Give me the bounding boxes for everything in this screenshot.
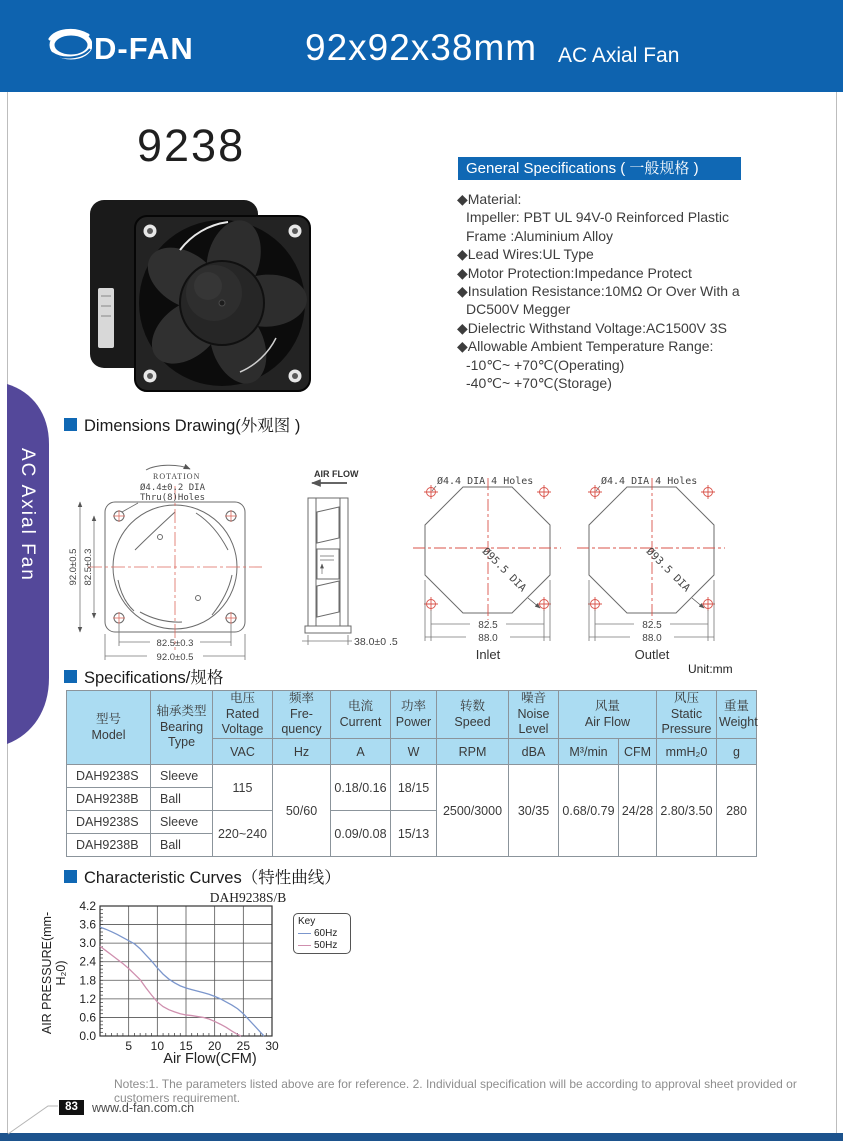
cell-bearing: Ball	[151, 788, 213, 811]
inlet-dim-inner: 82.5	[478, 620, 498, 631]
unit-pressure: mmH₂0	[657, 739, 717, 765]
col-power: 功率 Power	[391, 691, 437, 739]
outlet-hole-note: Ø4.4 DIA 4 Holes	[601, 476, 698, 487]
section-title-dimensions: Dimensions Drawing(外观图 )	[84, 417, 301, 435]
svg-text:25: 25	[236, 1039, 251, 1053]
spec-line: ◆Dielectric Withstand Voltage:AC1500V 3S	[457, 319, 727, 336]
header-size-title: 92x92x38mm	[305, 27, 538, 68]
svg-text:3.0: 3.0	[79, 936, 96, 951]
product-photo	[80, 188, 320, 403]
blue-square-icon	[64, 418, 77, 431]
cell-airflow-m3: 0.68/0.79	[559, 765, 619, 857]
inlet-dim-outer: 88.0	[478, 633, 498, 644]
unit-current: A	[331, 739, 391, 765]
unit-noise: dBA	[509, 739, 559, 765]
website-text: www.d-fan.com.cn	[92, 1101, 195, 1115]
page-number: 83	[59, 1100, 84, 1115]
unit-airflow-m3: M³/min	[559, 739, 619, 765]
cell-weight: 280	[717, 765, 757, 857]
header-band	[0, 0, 843, 92]
section-header-dimensions	[64, 412, 300, 436]
col-speed: 转数 Speed	[437, 691, 509, 739]
front-dim-outer-h: 92.0±0.5	[156, 652, 194, 663]
general-specs-header: General Specifications ( 一般规格 )	[458, 157, 741, 180]
cell-pressure: 2.80/3.50	[657, 765, 717, 857]
col-noise: 噪音 Noise Level	[509, 691, 559, 739]
header-subtitle: AC Axial Fan	[558, 44, 680, 67]
brand-logo-icon	[48, 27, 92, 63]
unit-weight: g	[717, 739, 757, 765]
spec-line: ◆Material:	[457, 191, 522, 207]
outlet-dim-inner: 82.5	[642, 620, 662, 631]
sidebar-label: AC Axial Fan	[17, 448, 38, 582]
notes-line: Notes:1. The parameters listed above are for reference. 2. Individual specification will be according to approval sheet provided or customers requirement.	[114, 1077, 797, 1105]
svg-text:0.6: 0.6	[79, 1010, 96, 1025]
unit-speed: RPM	[437, 739, 509, 765]
col-voltage: 电压 Rated Voltage	[213, 691, 273, 739]
inlet-label: Inlet	[475, 647, 501, 662]
cell-model: DAH9238B	[67, 834, 151, 857]
dimensions-drawing	[0, 444, 843, 684]
inlet-hole-note: Ø4.4 DIA 4 Holes	[437, 476, 534, 487]
rotation-label: ROTATION	[153, 472, 201, 481]
cell-bearing: Sleeve	[151, 765, 213, 788]
svg-text:20: 20	[207, 1039, 222, 1053]
svg-text:5: 5	[125, 1039, 133, 1053]
unit-voltage: VAC	[213, 739, 273, 765]
col-airflow: 风量 Air Flow	[559, 691, 657, 739]
outlet-dim-outer: 88.0	[642, 633, 662, 644]
svg-text:4.2: 4.2	[79, 899, 96, 913]
cell-voltage-220: 220~240	[213, 811, 273, 857]
svg-text:2.4: 2.4	[79, 954, 96, 969]
legend-title: Key	[298, 916, 316, 927]
brand-name: D-FAN	[94, 31, 194, 66]
chart-title: DAH9238S/B	[209, 890, 287, 905]
unit-label: Unit:mm	[688, 662, 733, 676]
cell-model: DAH9238S	[67, 765, 151, 788]
chart-y-axis-label: AIR PRESSURE(mm-H₂0)	[40, 911, 68, 1035]
blue-square-icon	[64, 670, 77, 683]
cell-current-220: 0.09/0.08	[331, 811, 391, 857]
side-depth-dim: 38.0±0 .5	[354, 636, 398, 648]
unit-power: W	[391, 739, 437, 765]
spec-line: ◆Motor Protection:Impedance Protect	[457, 264, 692, 281]
svg-text:1.8: 1.8	[79, 973, 96, 988]
cell-noise: 30/35	[509, 765, 559, 857]
spec-line: ◆Allowable Ambient Temperature Range:	[457, 338, 714, 355]
cell-airflow-cfm: 24/28	[619, 765, 657, 857]
svg-text:30: 30	[265, 1039, 279, 1053]
general-specs-list	[457, 190, 787, 392]
legend-line-50hz-icon	[298, 945, 311, 946]
blue-square-icon	[64, 870, 77, 883]
front-dim-inner-h: 82.5±0.3	[156, 638, 194, 649]
col-model: 型号 Model	[67, 691, 151, 765]
bottom-accent-strip	[0, 1133, 843, 1141]
section-header-specifications	[64, 664, 223, 688]
airflow-label: AIR FLOW	[314, 469, 359, 479]
col-pressure: 风压 Static Pressure	[657, 691, 717, 739]
spec-line: Impeller: PBT UL 94V-0 Reinforced Plastic	[466, 209, 730, 226]
unit-frequency: Hz	[273, 739, 331, 765]
svg-text:15: 15	[179, 1039, 193, 1053]
cell-bearing: Sleeve	[151, 811, 213, 834]
svg-text:10: 10	[150, 1039, 165, 1053]
unit-airflow-cfm: CFM	[619, 739, 657, 765]
svg-text:3.6: 3.6	[79, 917, 96, 932]
section-title-specifications: Specifications/规格	[84, 669, 224, 687]
section-header-curves	[64, 864, 341, 888]
col-weight: 重量 Weight	[717, 691, 757, 739]
footer-corner-line	[0, 1095, 100, 1140]
front-dim-inner-v: 82.5±0.3	[83, 548, 94, 586]
chart-x-axis-label: Air Flow(CFM)	[163, 1051, 257, 1067]
inlet-diameter-label: Ø95.5 DIA	[479, 545, 529, 595]
section-title-curves: Characteristic Curves（特性曲线）	[84, 869, 341, 887]
outlet-diameter-label: Ø93.5 DIA	[643, 545, 693, 595]
front-dim-outer-v: 92.0±0.5	[68, 548, 79, 586]
spec-line: -10℃~ +70℃(Operating)	[466, 356, 625, 373]
cell-bearing: Ball	[151, 834, 213, 857]
col-current: 电流 Current	[331, 691, 391, 739]
spec-line: ◆Lead Wires:UL Type	[457, 246, 594, 263]
table-row	[67, 765, 757, 788]
front-hole-note-1: Ø4.4±0.2 DIA	[140, 483, 206, 493]
outlet-label: Outlet	[634, 647, 670, 662]
cell-speed: 2500/3000	[437, 765, 509, 857]
cell-model: DAH9238S	[67, 811, 151, 834]
spec-line: Frame :Aluminium Alloy	[466, 227, 614, 244]
svg-text:1.2: 1.2	[79, 991, 96, 1006]
legend-item-60hz: 60Hz	[298, 928, 346, 939]
spec-line: -40℃~ +70℃(Storage)	[466, 375, 612, 392]
model-number: 9238	[137, 120, 246, 171]
col-bearing: 轴承类型 Bearing Type	[151, 691, 213, 765]
spec-line: ◆Insulation Resistance:10MΩ Or Over With a	[457, 283, 740, 300]
spec-table	[66, 690, 757, 857]
cell-power-220: 15/13	[391, 811, 437, 857]
cell-model: DAH9238B	[67, 788, 151, 811]
cell-frequency: 50/60	[273, 765, 331, 857]
cell-power-115: 18/15	[391, 765, 437, 811]
col-frequency: 频率 Fre-quency	[273, 691, 331, 739]
front-hole-note-2: Thru(8)Holes	[140, 493, 206, 503]
spec-line: DC500V Megger	[466, 301, 571, 318]
legend-line-60hz-icon	[298, 933, 311, 934]
svg-text:0.0: 0.0	[79, 1029, 96, 1043]
cell-current-115: 0.18/0.16	[331, 765, 391, 811]
cell-voltage-115: 115	[213, 765, 273, 811]
legend-item-50hz: 50Hz	[298, 940, 346, 951]
chart-legend	[293, 913, 351, 954]
